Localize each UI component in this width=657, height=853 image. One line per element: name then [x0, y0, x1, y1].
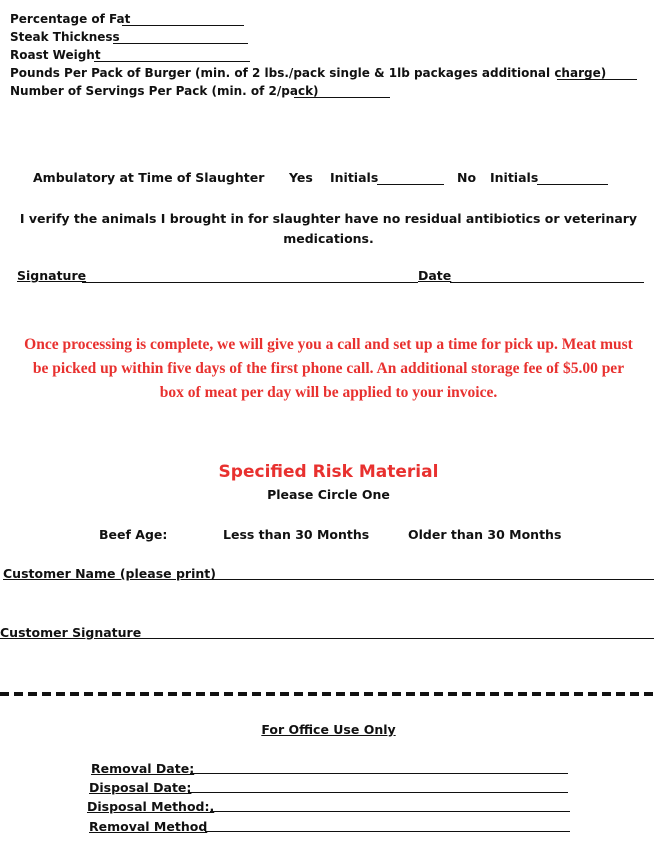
pickup-notice: [0, 333, 657, 405]
notice-line-2: be picked up within five days of the first phone call. An additional storage fee of $5.00 per: [32, 360, 625, 377]
cut-line-divider: [0, 692, 657, 696]
ambulatory-no[interactable]: No: [457, 170, 477, 185]
notice-line-1: Once processing is complete, we will give you a call and set up a time for pick up. Meat must: [24, 336, 633, 353]
disposal-date-label: Disposal Date:: [89, 780, 192, 795]
removal-date-field[interactable]: [190, 773, 568, 774]
servings-field[interactable]: [294, 97, 390, 98]
yes-initials-label: Initials: [330, 170, 379, 185]
burger-pack-field[interactable]: [557, 79, 637, 80]
office-use-title: For Office Use Only: [261, 722, 396, 737]
customer-name-label: Customer Name (please print): [3, 566, 216, 581]
no-initials-field[interactable]: [537, 184, 608, 185]
notice-line-3: box of meat per day will be applied to your invoice.: [159, 384, 498, 401]
verify-line-1: I verify the animals I brought in for slaughter have no residual antibiotics or veterinary: [19, 211, 638, 226]
customer-signature-label: Customer Signature: [0, 625, 142, 640]
no-initials-label: Initials: [490, 170, 539, 185]
burger-pack-label: Pounds Per Pack of Burger (min. of 2 lbs./pack single & 1lb packages additional charge): [10, 66, 607, 80]
disposal-method-label: Disposal Method:.: [87, 799, 215, 814]
disposal-method-field[interactable]: [210, 811, 570, 812]
steak-thickness-label: Steak Thickness: [10, 30, 120, 44]
beef-age-label: Beef Age:: [99, 527, 168, 542]
ambulatory-yes[interactable]: Yes: [289, 170, 313, 185]
date-label: Date: [418, 268, 452, 283]
servings-label: Number of Servings Per Pack (min. of 2/pack): [10, 84, 319, 98]
removal-method-field[interactable]: [205, 831, 570, 832]
roast-weight-label: Roast Weight: [10, 48, 101, 62]
verify-statement: [0, 209, 657, 249]
option-less-than-30[interactable]: Less than 30 Months: [223, 527, 370, 542]
fat-label: Percentage of Fat: [10, 12, 131, 26]
date-field[interactable]: [450, 282, 644, 283]
ambulatory-label: Ambulatory at Time of Slaughter: [33, 170, 265, 185]
option-older-than-30[interactable]: Older than 30 Months: [408, 527, 562, 542]
srm-subtitle: Please Circle One: [267, 487, 390, 502]
fat-field[interactable]: [122, 25, 244, 26]
srm-title: Specified Risk Material: [218, 462, 439, 482]
yes-initials-field[interactable]: [377, 184, 444, 185]
customer-name-field[interactable]: [208, 579, 654, 580]
removal-date-label: Removal Date:: [91, 761, 195, 776]
removal-method-label: Removal Method: [89, 819, 208, 834]
verify-line-2: medications.: [283, 231, 374, 246]
disposal-date-field[interactable]: [188, 792, 568, 793]
signature-field[interactable]: [82, 282, 418, 283]
signature-label: Signature: [17, 268, 87, 283]
roast-weight-field[interactable]: [94, 61, 250, 62]
customer-signature-field[interactable]: [136, 638, 654, 639]
steak-thickness-field[interactable]: [113, 43, 248, 44]
